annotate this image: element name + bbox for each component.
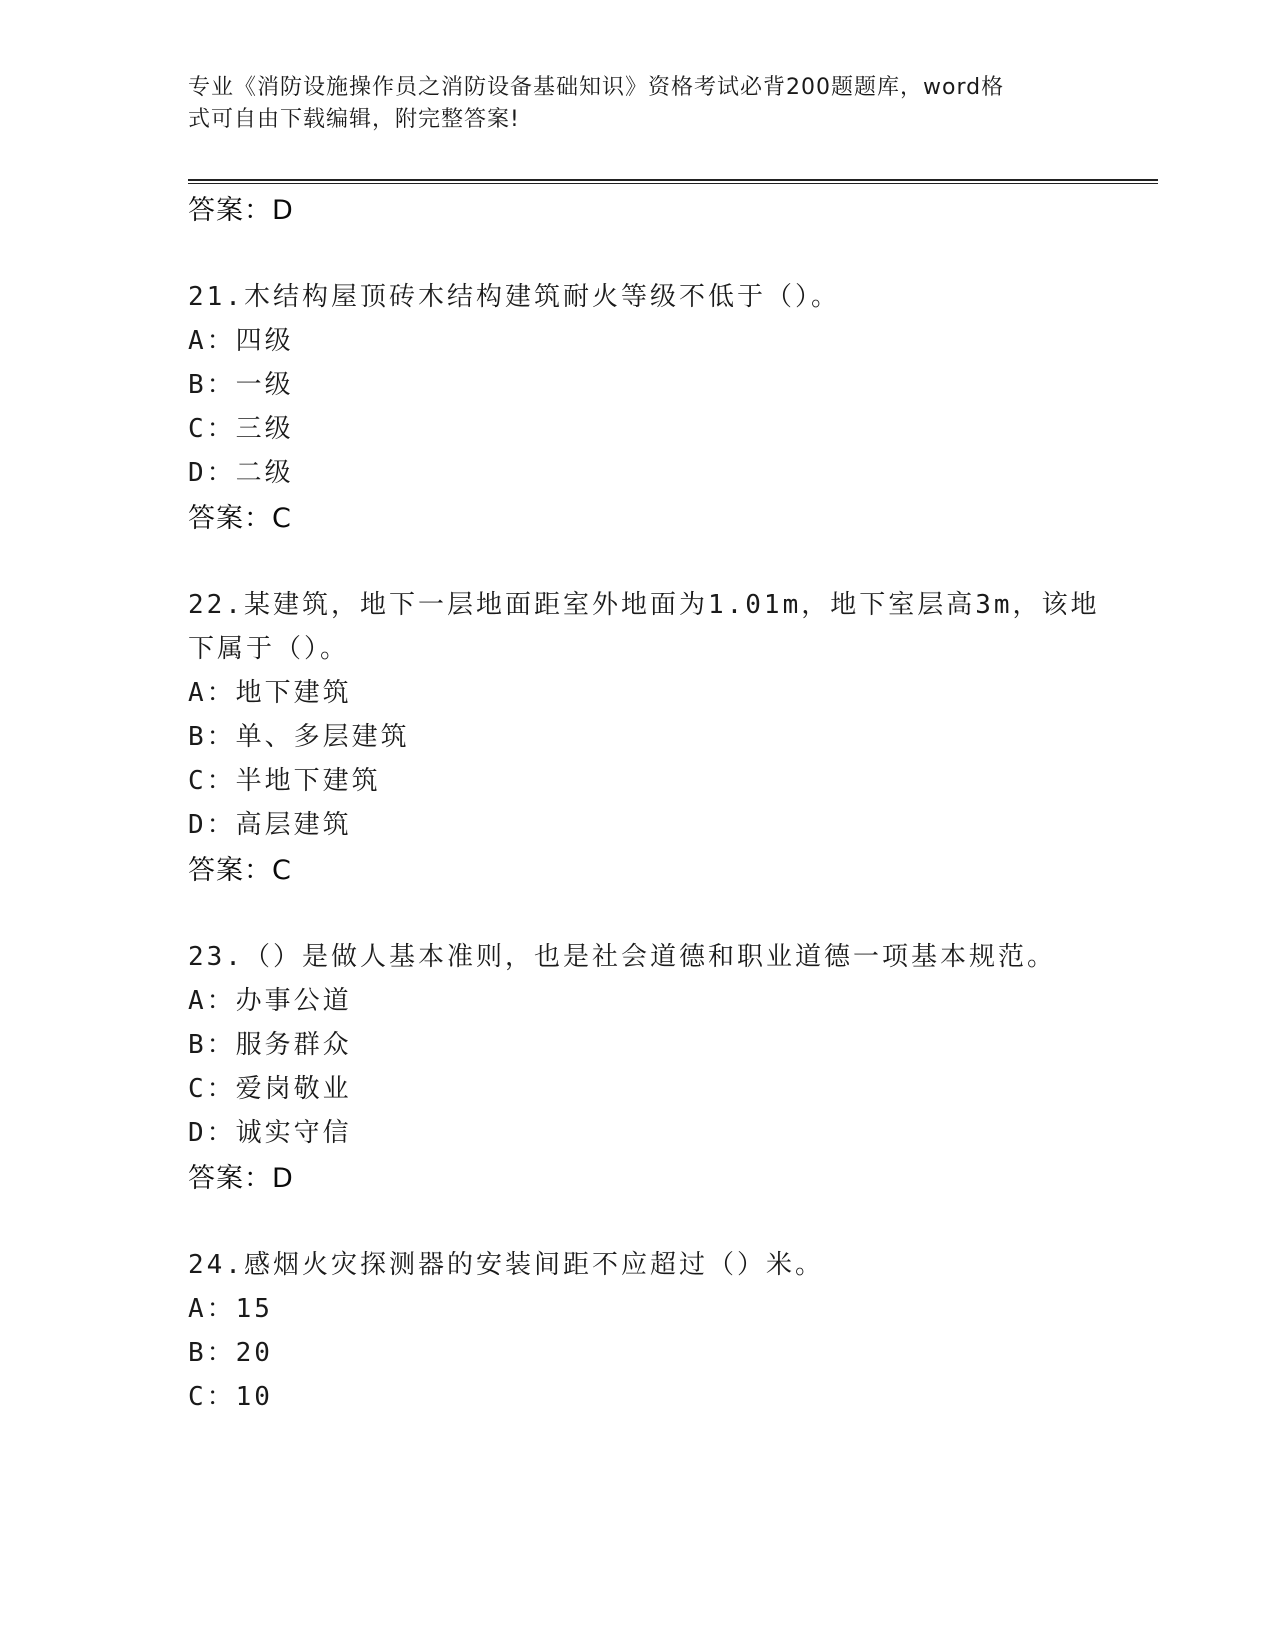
question-22-option-a: A：地下建筑: [188, 678, 352, 708]
question-23-option-a: A：办事公道: [188, 986, 352, 1016]
question-22-answer: 答案：C: [188, 855, 292, 886]
question-23-option-d: D：诚实守信: [188, 1118, 352, 1148]
question-22-option-b: B：单、多层建筑: [188, 722, 410, 752]
question-21-answer: 答案：C: [188, 503, 292, 534]
question-24-option-b: B：20: [188, 1338, 273, 1368]
header-line-1: 专业《消防设施操作员之消防设备基础知识》资格考试必背200题题库，word格: [188, 75, 1005, 100]
question-22-option-d: D：高层建筑: [188, 810, 352, 840]
question-23-answer: 答案：D: [188, 1163, 294, 1194]
question-21-option-a: A：四级: [188, 326, 294, 356]
question-22-option-c: C：半地下建筑: [188, 766, 381, 796]
document-header: [188, 72, 1088, 136]
question-24-option-c: C：10: [188, 1382, 273, 1412]
question-22-stem-line-2: 下属于（）。: [188, 634, 350, 664]
question-21-option-b: B：一级: [188, 370, 294, 400]
question-23-option-c: C：爱岗敬业: [188, 1074, 352, 1104]
question-23-stem: 23.（）是做人基本准则，也是社会道德和职业道德一项基本规范。: [188, 942, 1056, 972]
header-divider: [188, 179, 1158, 184]
question-24-option-a: A：15: [188, 1294, 273, 1324]
question-21-option-d: D：二级: [188, 458, 294, 488]
header-line-2: 式可自由下载编辑，附完整答案!: [188, 107, 520, 132]
question-24-stem: 24.感烟火灾探测器的安装间距不应超过（）米。: [188, 1250, 824, 1280]
question-21-option-c: C：三级: [188, 414, 294, 444]
previous-answer: 答案：D: [188, 195, 294, 226]
question-23-option-b: B：服务群众: [188, 1030, 352, 1060]
question-21-stem: 21.木结构屋顶砖木结构建筑耐火等级不低于（）。: [188, 282, 840, 312]
question-22-stem-line-1: 22.某建筑，地下一层地面距室外地面为1.01m，地下室层高3m，该地: [188, 590, 1100, 620]
